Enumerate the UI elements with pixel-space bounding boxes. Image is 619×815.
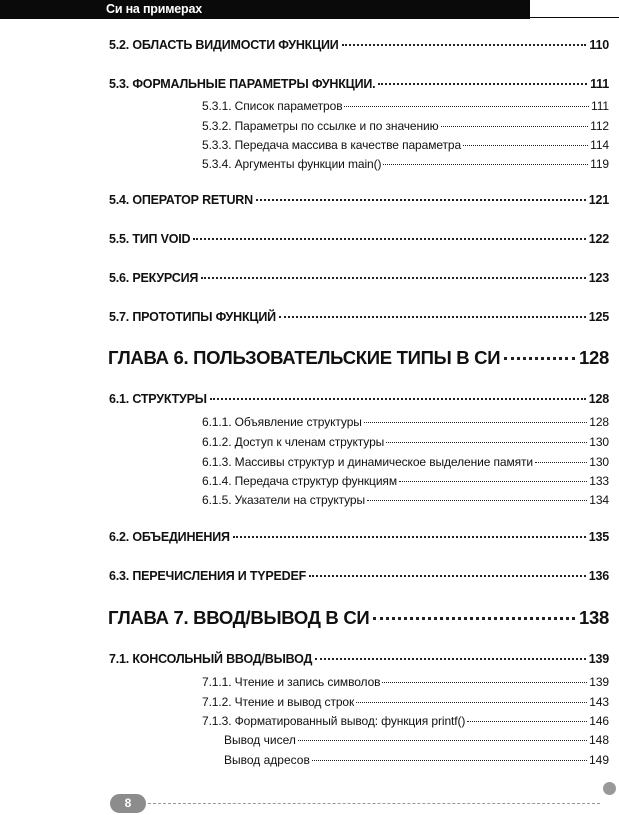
toc-leader — [210, 398, 586, 400]
running-header — [0, 0, 530, 19]
toc-entry-page: 128 — [588, 392, 609, 406]
toc-leader — [367, 500, 587, 501]
toc-entry-title: 6.1.4. Передача структур функциям — [202, 474, 397, 488]
toc-subsection-5-3-1[interactable] — [202, 99, 609, 113]
toc-section-7-1[interactable] — [109, 652, 609, 666]
toc-entry-page: 125 — [588, 310, 609, 324]
toc-entry-page: 134 — [589, 493, 609, 507]
toc-entry-page: 122 — [588, 232, 609, 246]
toc-section-5-4[interactable] — [109, 193, 609, 207]
toc-entry-page: 149 — [588, 753, 609, 767]
toc-entry-page: 139 — [589, 675, 609, 689]
toc-entry-title: 5.6. РЕКУРСИЯ — [109, 271, 199, 285]
toc-entry-page: 135 — [588, 530, 609, 544]
toc-subsection-5-3-4[interactable] — [202, 157, 609, 171]
toc-leader — [382, 682, 587, 683]
toc-leader — [315, 658, 586, 660]
toc-section-5-7[interactable] — [109, 310, 609, 324]
toc-item-address-output[interactable] — [224, 753, 609, 767]
toc-subsection-7-1-2[interactable] — [202, 695, 609, 709]
toc-entry-page: 112 — [590, 119, 609, 133]
toc-section-5-3[interactable] — [109, 77, 609, 91]
toc-entry-page: 130 — [589, 455, 609, 469]
toc-subsection-7-1-1[interactable] — [202, 675, 609, 689]
toc-entry-page: 143 — [589, 695, 609, 709]
toc-entry-title: 7.1. КОНСОЛЬНЫЙ ВВОД/ВЫВОД — [109, 652, 313, 666]
toc-entry-page: 138 — [579, 607, 609, 628]
toc-subsection-6-1-5[interactable] — [202, 493, 609, 507]
toc-entry-title: 6.2. ОБЪЕДИНЕНИЯ — [109, 530, 230, 544]
corner-dot-icon — [603, 782, 616, 795]
toc-entry-page: 133 — [589, 474, 609, 488]
toc-leader — [378, 83, 587, 85]
toc-leader — [344, 106, 589, 107]
toc-leader — [504, 357, 575, 360]
toc-subsection-6-1-1[interactable] — [202, 415, 609, 429]
toc-leader — [342, 44, 587, 46]
toc-entry-title: 6.1.3. Массивы структур и динамическое выделение памяти — [202, 455, 534, 469]
toc-subsection-6-1-3[interactable] — [202, 455, 609, 469]
toc-entry-page: 123 — [588, 271, 609, 285]
toc-entry-page: 128 — [589, 415, 609, 429]
toc-leader — [233, 536, 586, 538]
toc-subsection-6-1-4[interactable] — [202, 474, 609, 488]
toc-leader — [467, 721, 587, 722]
toc-leader — [201, 277, 586, 279]
toc-entry-title: Вывод чисел — [224, 733, 296, 747]
toc-section-6-1[interactable] — [109, 392, 609, 406]
toc-entry-page: 128 — [579, 347, 609, 368]
header-rule — [530, 17, 619, 18]
toc-leader — [309, 575, 586, 577]
toc-entry-title: 5.3.2. Параметры по ссылке и по значению — [202, 119, 439, 133]
toc-entry-title: 5.5. ТИП VOID — [109, 232, 191, 246]
toc-entry-page: 130 — [589, 435, 609, 449]
toc-entry-title: 7.1.3. Форматированный вывод: функция printf() — [202, 714, 466, 728]
toc-subsection-6-1-2[interactable] — [202, 435, 609, 449]
toc-item-number-output[interactable] — [224, 733, 609, 747]
toc-entry-page: 148 — [588, 733, 609, 747]
toc-leader — [256, 199, 586, 201]
toc-entry-page: 110 — [589, 38, 609, 52]
toc-leader — [383, 164, 588, 165]
toc-leader — [356, 702, 587, 703]
toc-section-5-2[interactable] — [109, 38, 609, 52]
toc-entry-title: 6.3. ПЕРЕЧИСЛЕНИЯ И TYPEDEF — [109, 569, 307, 583]
toc-entry-page: 111 — [591, 99, 609, 113]
toc-entry-title: 6.1.5. Указатели на структуры — [202, 493, 366, 507]
toc-entry-title: 5.7. ПРОТОТИПЫ ФУНКЦИЙ — [109, 310, 276, 324]
toc-entry-page: 121 — [588, 193, 609, 207]
toc-entry-title: 5.3.4. Аргументы функции main() — [202, 157, 382, 171]
toc-entry-title: Вывод адресов — [224, 753, 310, 767]
toc-leader — [399, 481, 587, 482]
toc-section-5-6[interactable] — [109, 271, 609, 285]
toc-leader — [364, 422, 587, 423]
toc-entry-title: 6.1. СТРУКТУРЫ — [109, 392, 207, 406]
toc-leader — [386, 442, 587, 443]
toc-entry-title: ГЛАВА 7. ВВОД/ВЫВОД В СИ — [108, 607, 370, 628]
toc-section-5-5[interactable] — [109, 232, 609, 246]
toc-entry-title: 6.1.1. Объявление структуры — [202, 415, 362, 429]
toc-leader — [193, 238, 585, 240]
toc-leader — [463, 145, 588, 146]
toc-subsection-5-3-3[interactable] — [202, 138, 609, 152]
toc-section-6-3[interactable] — [109, 569, 609, 583]
toc-leader — [279, 316, 586, 318]
toc-leader — [312, 760, 587, 761]
toc-subsection-7-1-3[interactable] — [202, 714, 609, 728]
toc-entry-page: 114 — [590, 138, 609, 152]
toc-leader — [373, 617, 575, 620]
toc-section-6-2[interactable] — [109, 530, 609, 544]
toc-entry-title: 5.3.3. Передача массива в качестве параметра — [202, 138, 462, 152]
toc-entry-title: ГЛАВА 6. ПОЛЬЗОВАТЕЛЬСКИЕ ТИПЫ В СИ — [108, 347, 501, 368]
toc-leader — [535, 462, 587, 463]
toc-entry-title: 5.2. ОБЛАСТЬ ВИДИМОСТИ ФУНКЦИИ — [109, 38, 339, 52]
toc-leader — [298, 740, 587, 741]
toc-leader — [441, 126, 589, 127]
toc-chapter-7[interactable] — [108, 607, 609, 629]
toc-entry-page: 119 — [590, 157, 609, 171]
toc-chapter-6[interactable] — [108, 347, 609, 369]
toc-subsection-5-3-2[interactable] — [202, 119, 609, 133]
toc-entry-page: 111 — [590, 77, 609, 91]
toc-entry-title: 5.3. ФОРМАЛЬНЫЕ ПАРАМЕТРЫ ФУНКЦИИ. — [109, 77, 376, 91]
footer-rule — [148, 803, 600, 804]
toc-entry-title: 6.1.2. Доступ к членам структуры — [202, 435, 385, 449]
toc-entry-page: 136 — [588, 569, 609, 583]
toc-entry-page: 139 — [588, 652, 609, 666]
toc-entry-title: 5.4. ОПЕРАТОР RETURN — [109, 193, 253, 207]
running-header-title: Си на примерах — [106, 2, 202, 16]
toc-entry-title: 5.3.1. Список параметров — [202, 99, 343, 113]
toc-entry-title: 7.1.2. Чтение и вывод строк — [202, 695, 355, 709]
toc-entry-title: 7.1.1. Чтение и запись символов — [202, 675, 381, 689]
toc-entry-page: 146 — [589, 714, 609, 728]
page-number-badge: 8 — [110, 794, 146, 813]
